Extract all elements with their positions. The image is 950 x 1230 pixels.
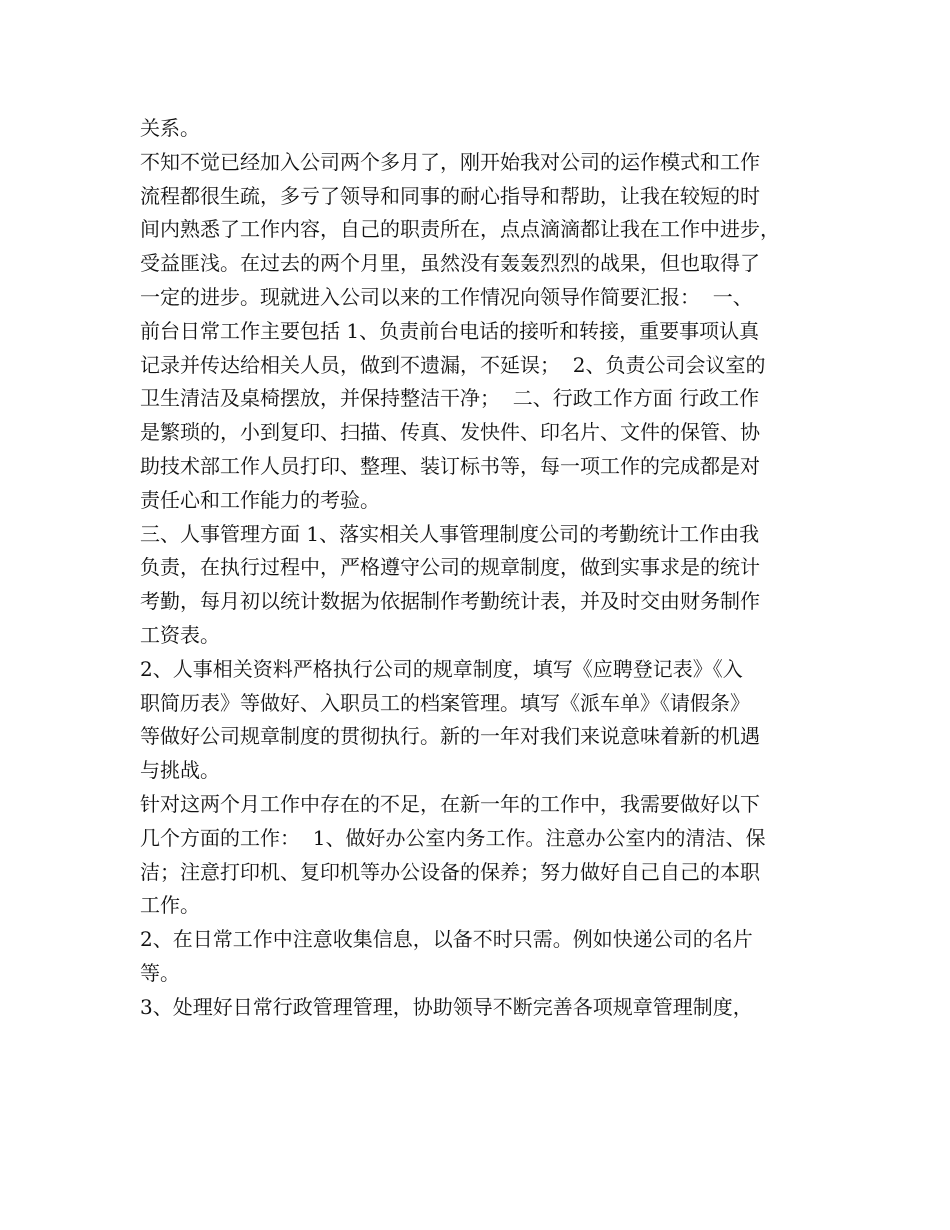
text-line: 职简历表》等做好、入职员工的档案管理。填写《派车单》《请假条》 <box>140 690 750 715</box>
text-line: 助技术部工作人员打印、整理、装订标书等，每一项工作的完成都是对 <box>140 453 760 478</box>
text-line: 间内熟悉了工作内容，自己的职责所在，点点滴滴都让我在工作中进步， <box>140 217 780 242</box>
text-line: 针对这两个月工作中存在的不足，在新一年的工作中，我需要做好以下 <box>140 791 760 816</box>
text-line: 与挑战。 <box>140 758 220 783</box>
paragraph-2 <box>140 146 820 518</box>
paragraph-4 <box>140 653 820 788</box>
text-line: 3、处理好日常行政管理管理，协助领导不断完善各项规章管理制度， <box>140 994 753 1019</box>
text-line: 流程都很生疏，多亏了领导和同事的耐心指导和帮助，让我在较短的时 <box>140 183 760 208</box>
paragraph-3 <box>140 518 820 653</box>
paragraph-5 <box>140 788 820 923</box>
text-line: 工资表。 <box>140 622 220 647</box>
text-line: 卫生清洁及桌椅摆放，并保持整洁干净； 二、行政工作方面 行政工作 <box>140 386 760 411</box>
text-line: 记录并传达给相关人员，做到不遗漏，不延误； 2、负责公司会议室的 <box>140 352 766 377</box>
text-line: 前台日常工作主要包括 1、负责前台电话的接听和转接，重要事项认真 <box>140 318 760 343</box>
paragraph-1 <box>140 112 820 146</box>
paragraph-7 <box>140 991 820 1025</box>
paragraph-6 <box>140 923 820 991</box>
text-line: 工作。 <box>140 893 200 918</box>
text-line: 等做好公司规章制度的贯彻执行。新的一年对我们来说意味着新的机遇 <box>140 724 760 749</box>
text-line: 2、在日常工作中注意收集信息，以备不时只需。例如快递公司的名片 <box>140 927 753 952</box>
text-line: 负责，在执行过程中，严格遵守公司的规章制度，做到实事求是的统计 <box>140 555 760 580</box>
document-page <box>140 112 820 1025</box>
text-line: 几个方面的工作： 1、做好办公室内务工作。注意办公室内的清洁、保 <box>140 825 766 850</box>
text-line: 考勤，每月初以统计数据为依据制作考勤统计表，并及时交由财务制作 <box>140 589 760 614</box>
text-line: 一定的进步。现就进入公司以来的工作情况向领导作简要汇报： 一、 <box>140 284 753 309</box>
text-line: 三、人事管理方面 1、落实相关人事管理制度公司的考勤统计工作由我 <box>140 521 760 546</box>
text-line: 是繁琐的，小到复印、扫描、传真、发快件、印名片、文件的保管、协 <box>140 420 760 445</box>
text-line: 洁；注意打印机、复印机等办公设备的保养；努力做好自己自己的本职 <box>140 859 760 884</box>
text-line: 受益匪浅。在过去的两个月里，虽然没有轰轰烈烈的战果，但也取得了 <box>140 251 760 276</box>
text-line: 不知不觉已经加入公司两个多月了，刚开始我对公司的运作模式和工作 <box>140 149 760 174</box>
text-line: 关系。 <box>140 116 200 140</box>
text-line: 责任心和工作能力的考验。 <box>140 487 380 512</box>
text-line: 2、人事相关资料严格执行公司的规章制度，填写《应聘登记表》《入 <box>140 656 743 681</box>
text-line: 等。 <box>140 960 180 985</box>
